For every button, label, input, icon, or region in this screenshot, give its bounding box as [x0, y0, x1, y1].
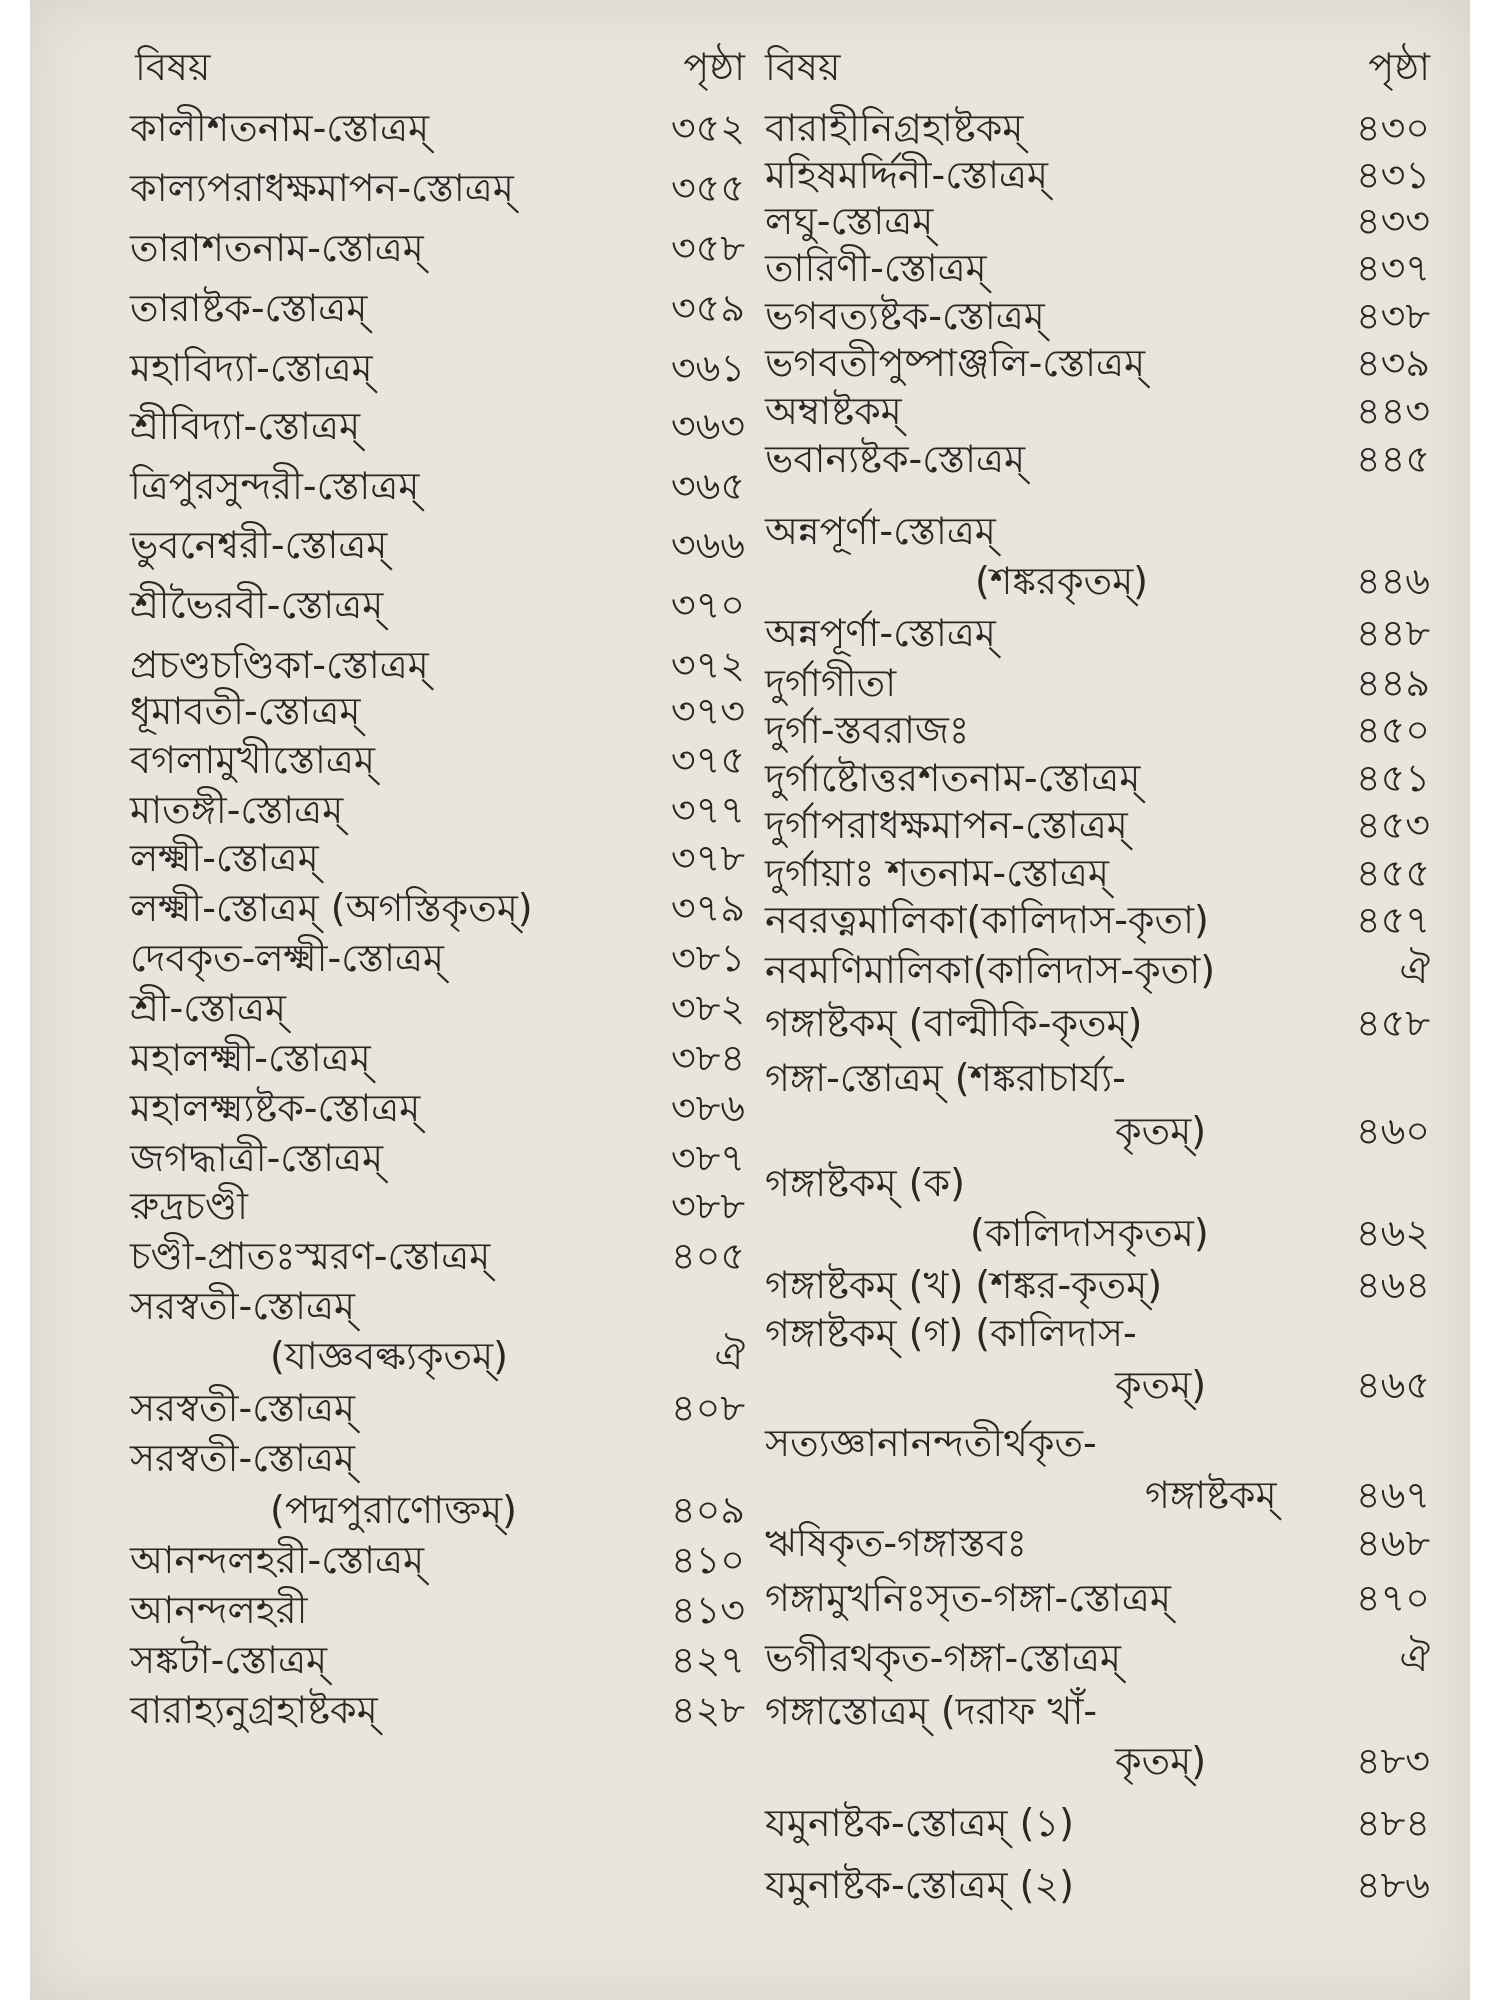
- subject-heading: বিষয়: [135, 45, 211, 89]
- entry-title: নবরত্নমালিকা(কালিদাস-কৃতা): [765, 898, 1209, 942]
- entry-page: ৩৭৮: [670, 836, 745, 880]
- entry-page: ৩৭৭: [670, 788, 745, 832]
- entry-title: সরস্বতী-স্তোত্রম্: [130, 1386, 356, 1430]
- entry-page: ৪৬০: [1355, 1109, 1430, 1153]
- entry-title: শ্রীভৈরবী-স্তোত্রম্: [130, 583, 384, 627]
- entry-title: সত্যজ্ঞানানন্দতীর্থকৃত-: [765, 1421, 1097, 1465]
- entry-title: গঙ্গাষ্টকম্: [1145, 1473, 1277, 1517]
- entry-title: লক্ষ্মী-স্তোত্রম্: [130, 836, 319, 880]
- entry-title: গঙ্গাষ্টকম্ (গ) (কালিদাস-: [765, 1311, 1137, 1355]
- entry-title: দুর্গা-স্তবরাজঃ: [765, 708, 970, 752]
- entry-title: ভুবনেশ্বরী-স্তোত্রম্: [130, 523, 388, 567]
- entry-title: ভগবত্যষ্টক-স্তোত্রম্: [765, 294, 1045, 338]
- entry-page: ৪৮৬: [1355, 1863, 1430, 1907]
- entry-page: ৩৮৪: [670, 1036, 745, 1080]
- entry-page: ৪৫১: [1356, 756, 1430, 800]
- entry-page: ৪৫৮: [1356, 1001, 1430, 1045]
- entry-title: কালীশতনাম-স্তোত্রম্: [130, 106, 430, 150]
- entry-title: লক্ষ্মী-স্তোত্রম্ (অগস্তিকৃতম্): [130, 886, 533, 930]
- entry-title: মহালক্ষ্মী-স্তোত্রম্: [130, 1036, 371, 1080]
- entry-title: দুর্গাষ্টোত্তরশতনাম-স্তোত্রম্: [765, 756, 1141, 800]
- entry-page: ৩৮৬: [670, 1086, 745, 1130]
- entry-page: ৪৪৩: [1355, 389, 1430, 433]
- entry-title: ঋষিকৃত-গঙ্গাস্তবঃ: [765, 1521, 1027, 1565]
- entry-title: বারাহ্যনুগ্রহাষ্টকম্: [130, 1688, 378, 1732]
- column-header: [765, 38, 1430, 88]
- entry-title: (কালিদাসকৃতম): [970, 1211, 1209, 1255]
- entry-page: ৩৮৭: [670, 1136, 745, 1180]
- entry-page: ৩৫৯: [670, 286, 745, 330]
- entry-page: ৪৪৬: [1355, 559, 1430, 603]
- entry-page: ৪৬৭: [1355, 1473, 1430, 1517]
- entry-page: ৪০৯: [670, 1488, 745, 1532]
- entry-title: মহাবিদ্যা-স্তোত্রম্: [130, 346, 373, 390]
- entry-page: ৪৫৩: [1355, 803, 1430, 847]
- entry-page: ৪৫০: [1355, 708, 1430, 752]
- entry-page: ৪৩৮: [1355, 294, 1430, 338]
- entry-page: ৪০৫: [670, 1234, 745, 1278]
- entry-title: কৃতম্): [1115, 1109, 1207, 1153]
- entry-page: ৪১০: [670, 1538, 745, 1582]
- entry-page: ৪৫৭: [1355, 898, 1430, 942]
- entry-title: দুর্গাগীতা: [765, 661, 897, 705]
- entry-title: জগদ্ধাত্রী-স্তোত্রম্: [130, 1136, 384, 1180]
- entry-title: দেবকৃত-লক্ষ্মী-স্তোত্রম্: [130, 936, 445, 980]
- entry-title: গঙ্গাষ্টকম্ (খ) (শঙ্কর-কৃতম্): [765, 1263, 1163, 1307]
- entry-title: ভগবতীপুষ্পাঞ্জলি-স্তোত্রম্: [765, 341, 1146, 385]
- entry-title: দুর্গায়াঃ শতনাম-স্তোত্রম্: [765, 851, 1109, 895]
- entry-title: গঙ্গা-স্তোত্রম্ (শঙ্করাচার্য্য-: [765, 1056, 1126, 1100]
- entry-title: আনন্দলহরী: [130, 1588, 308, 1632]
- entry-page: ৪৬২: [1355, 1211, 1430, 1255]
- entry-page: ৩৬৩: [670, 404, 745, 448]
- page-heading: পৃষ্ঠা: [683, 45, 745, 89]
- entry-page: ৪৩৯: [1355, 341, 1430, 385]
- entry-page: ৪৩০: [1355, 106, 1430, 150]
- entry-title: নবমণিমালিকা(কালিদাস-কৃতা): [765, 948, 1216, 992]
- entry-title: চণ্ডী-প্রাতঃস্মরণ-স্তোত্রম্: [130, 1234, 491, 1278]
- entry-title: (শঙ্করকৃতম্): [975, 559, 1149, 603]
- entry-title: দুর্গাপরাধক্ষমাপন-স্তোত্রম্: [765, 803, 1128, 847]
- entry-page: ৩৬৫: [670, 464, 745, 508]
- entry-title: (পদ্মপুরাণোক্তম্): [270, 1488, 517, 1532]
- entry-title: (যাজ্ঞবল্ক্যকৃতম্): [270, 1334, 508, 1378]
- entry-title: তারাষ্টক-স্তোত্রম্: [130, 286, 368, 330]
- column-header: [100, 38, 745, 88]
- entry-title: কৃতম্): [1115, 1363, 1207, 1407]
- entry-title: কৃতম্): [1115, 1739, 1207, 1783]
- entry-title: গঙ্গাস্তোত্রম্ (দরাফ খাঁ-: [765, 1689, 1098, 1733]
- entry-title: গঙ্গামুখনিঃসৃত-গঙ্গা-স্তোত্রম্: [765, 1576, 1171, 1620]
- entry-page: ৪৬৪: [1355, 1263, 1430, 1307]
- entry-page: ৪৪৫: [1356, 437, 1430, 481]
- entry-page: ৪৬৫: [1355, 1363, 1430, 1407]
- entry-page: ৩৮১: [670, 936, 745, 980]
- entry-title: অন্নপূর্ণা-স্তোত্রম্: [765, 611, 996, 655]
- entry-title: ত্রিপুরসুন্দরী-স্তোত্রম্: [130, 464, 420, 508]
- entry-page: ঐ: [714, 1334, 745, 1378]
- entry-title: মহিষমর্দ্দিনী-স্তোত্রম্: [765, 153, 1049, 197]
- entry-title: অম্বাষ্টকম্: [765, 389, 902, 433]
- entry-page: ৪৩৩: [1355, 199, 1430, 243]
- entry-title: শ্রী-স্তোত্রম্: [130, 986, 287, 1030]
- entry-title: তারিণী-স্তোত্রম্: [765, 246, 987, 290]
- entry-title: বগলামুখীস্তোত্রম্: [130, 738, 375, 782]
- entry-page: ৩৬৬: [670, 523, 745, 567]
- entry-title: মাতঙ্গী-স্তোত্রম্: [130, 788, 344, 832]
- entry-title: প্রচণ্ডচণ্ডিকা-স্তোত্রম্: [130, 643, 429, 687]
- entry-title: আনন্দলহরী-স্তোত্রম্: [130, 1538, 425, 1582]
- entry-page: ৪৬৮: [1355, 1521, 1430, 1565]
- entry-page: ৪৩১: [1355, 153, 1430, 197]
- entry-title: মহালক্ষ্ম্যষ্টক-স্তোত্রম্: [130, 1086, 421, 1130]
- entry-page: ৪৪৮: [1356, 611, 1430, 655]
- entry-title: শ্রীবিদ্যা-স্তোত্রম্: [130, 404, 361, 448]
- entry-page: ৪১৩: [670, 1588, 745, 1632]
- entry-title: সঙ্কটা-স্তোত্রম্: [130, 1638, 328, 1682]
- entry-title: রুদ্রচণ্ডী: [130, 1184, 249, 1228]
- page: [30, 0, 1470, 2000]
- subject-heading: বিষয়: [765, 45, 841, 89]
- entry-page: ৩৮২: [670, 986, 745, 1030]
- entry-title: ভগীরথকৃত-গঙ্গা-স্তোত্রম্: [765, 1636, 1122, 1680]
- entry-page: ৩৫৫: [670, 166, 745, 210]
- entry-page: ৪৮৩: [1355, 1739, 1430, 1783]
- entry-page: ৩৮৮: [670, 1184, 745, 1228]
- entry-title: যমুনাষ্টক-স্তোত্রম্ (২): [765, 1863, 1074, 1907]
- entry-title: ভবান্যষ্টক-স্তোত্রম্: [765, 437, 1026, 481]
- entry-title: বারাহীনিগ্রহাষ্টকম্: [765, 106, 1024, 150]
- entry-page: ৩৭৫: [670, 738, 745, 782]
- entry-page: ৪২৮: [670, 1688, 745, 1732]
- entry-title: অন্নপূর্ণা-স্তোত্রম্: [765, 509, 996, 553]
- entry-page: ৩৭২: [670, 643, 745, 687]
- entry-title: লঘু-স্তোত্রম্: [765, 199, 934, 243]
- entry-page: ঐ: [1399, 1636, 1430, 1680]
- page-heading: পৃষ্ঠা: [1368, 45, 1430, 89]
- entry-page: ৩৫৮: [670, 226, 745, 270]
- entry-title: যমুনাষ্টক-স্তোত্রম্ (১): [765, 1801, 1074, 1845]
- entry-page: ৪৪৯: [1356, 661, 1430, 705]
- entry-page: ৩৭৯: [670, 886, 745, 930]
- entry-page: ৪৭০: [1355, 1576, 1430, 1620]
- entry-title: গঙ্গাষ্টকম্ (বাল্মীকি-কৃতম্): [765, 1001, 1143, 1045]
- entry-title: কাল্যপরাধক্ষমাপন-স্তোত্রম্: [130, 166, 514, 210]
- entry-page: ৪২৭: [670, 1638, 745, 1682]
- entry-title: সরস্বতী-স্তোত্রম্: [130, 1284, 356, 1328]
- entry-page: ৩৭০: [670, 583, 745, 627]
- entry-page: ৪৩৭: [1355, 246, 1430, 290]
- entry-page: ঐ: [1399, 948, 1430, 992]
- entry-title: তারাশতনাম-স্তোত্রম্: [130, 226, 424, 270]
- entry-page: ৪৫৫: [1356, 851, 1430, 895]
- entry-page: ৩৬১: [670, 346, 745, 390]
- entry-title: ধূমাবতী-স্তোত্রম্: [130, 689, 361, 733]
- entry-page: ৪৮৪: [1356, 1801, 1430, 1845]
- entry-title: গঙ্গাষ্টকম্ (ক): [765, 1161, 965, 1205]
- entry-page: ৪০৮: [670, 1386, 745, 1430]
- entry-page: ৩৭৩: [670, 689, 745, 733]
- entry-page: ৩৫২: [670, 106, 745, 150]
- entry-title: সরস্বতী-স্তোত্রম্: [130, 1436, 356, 1480]
